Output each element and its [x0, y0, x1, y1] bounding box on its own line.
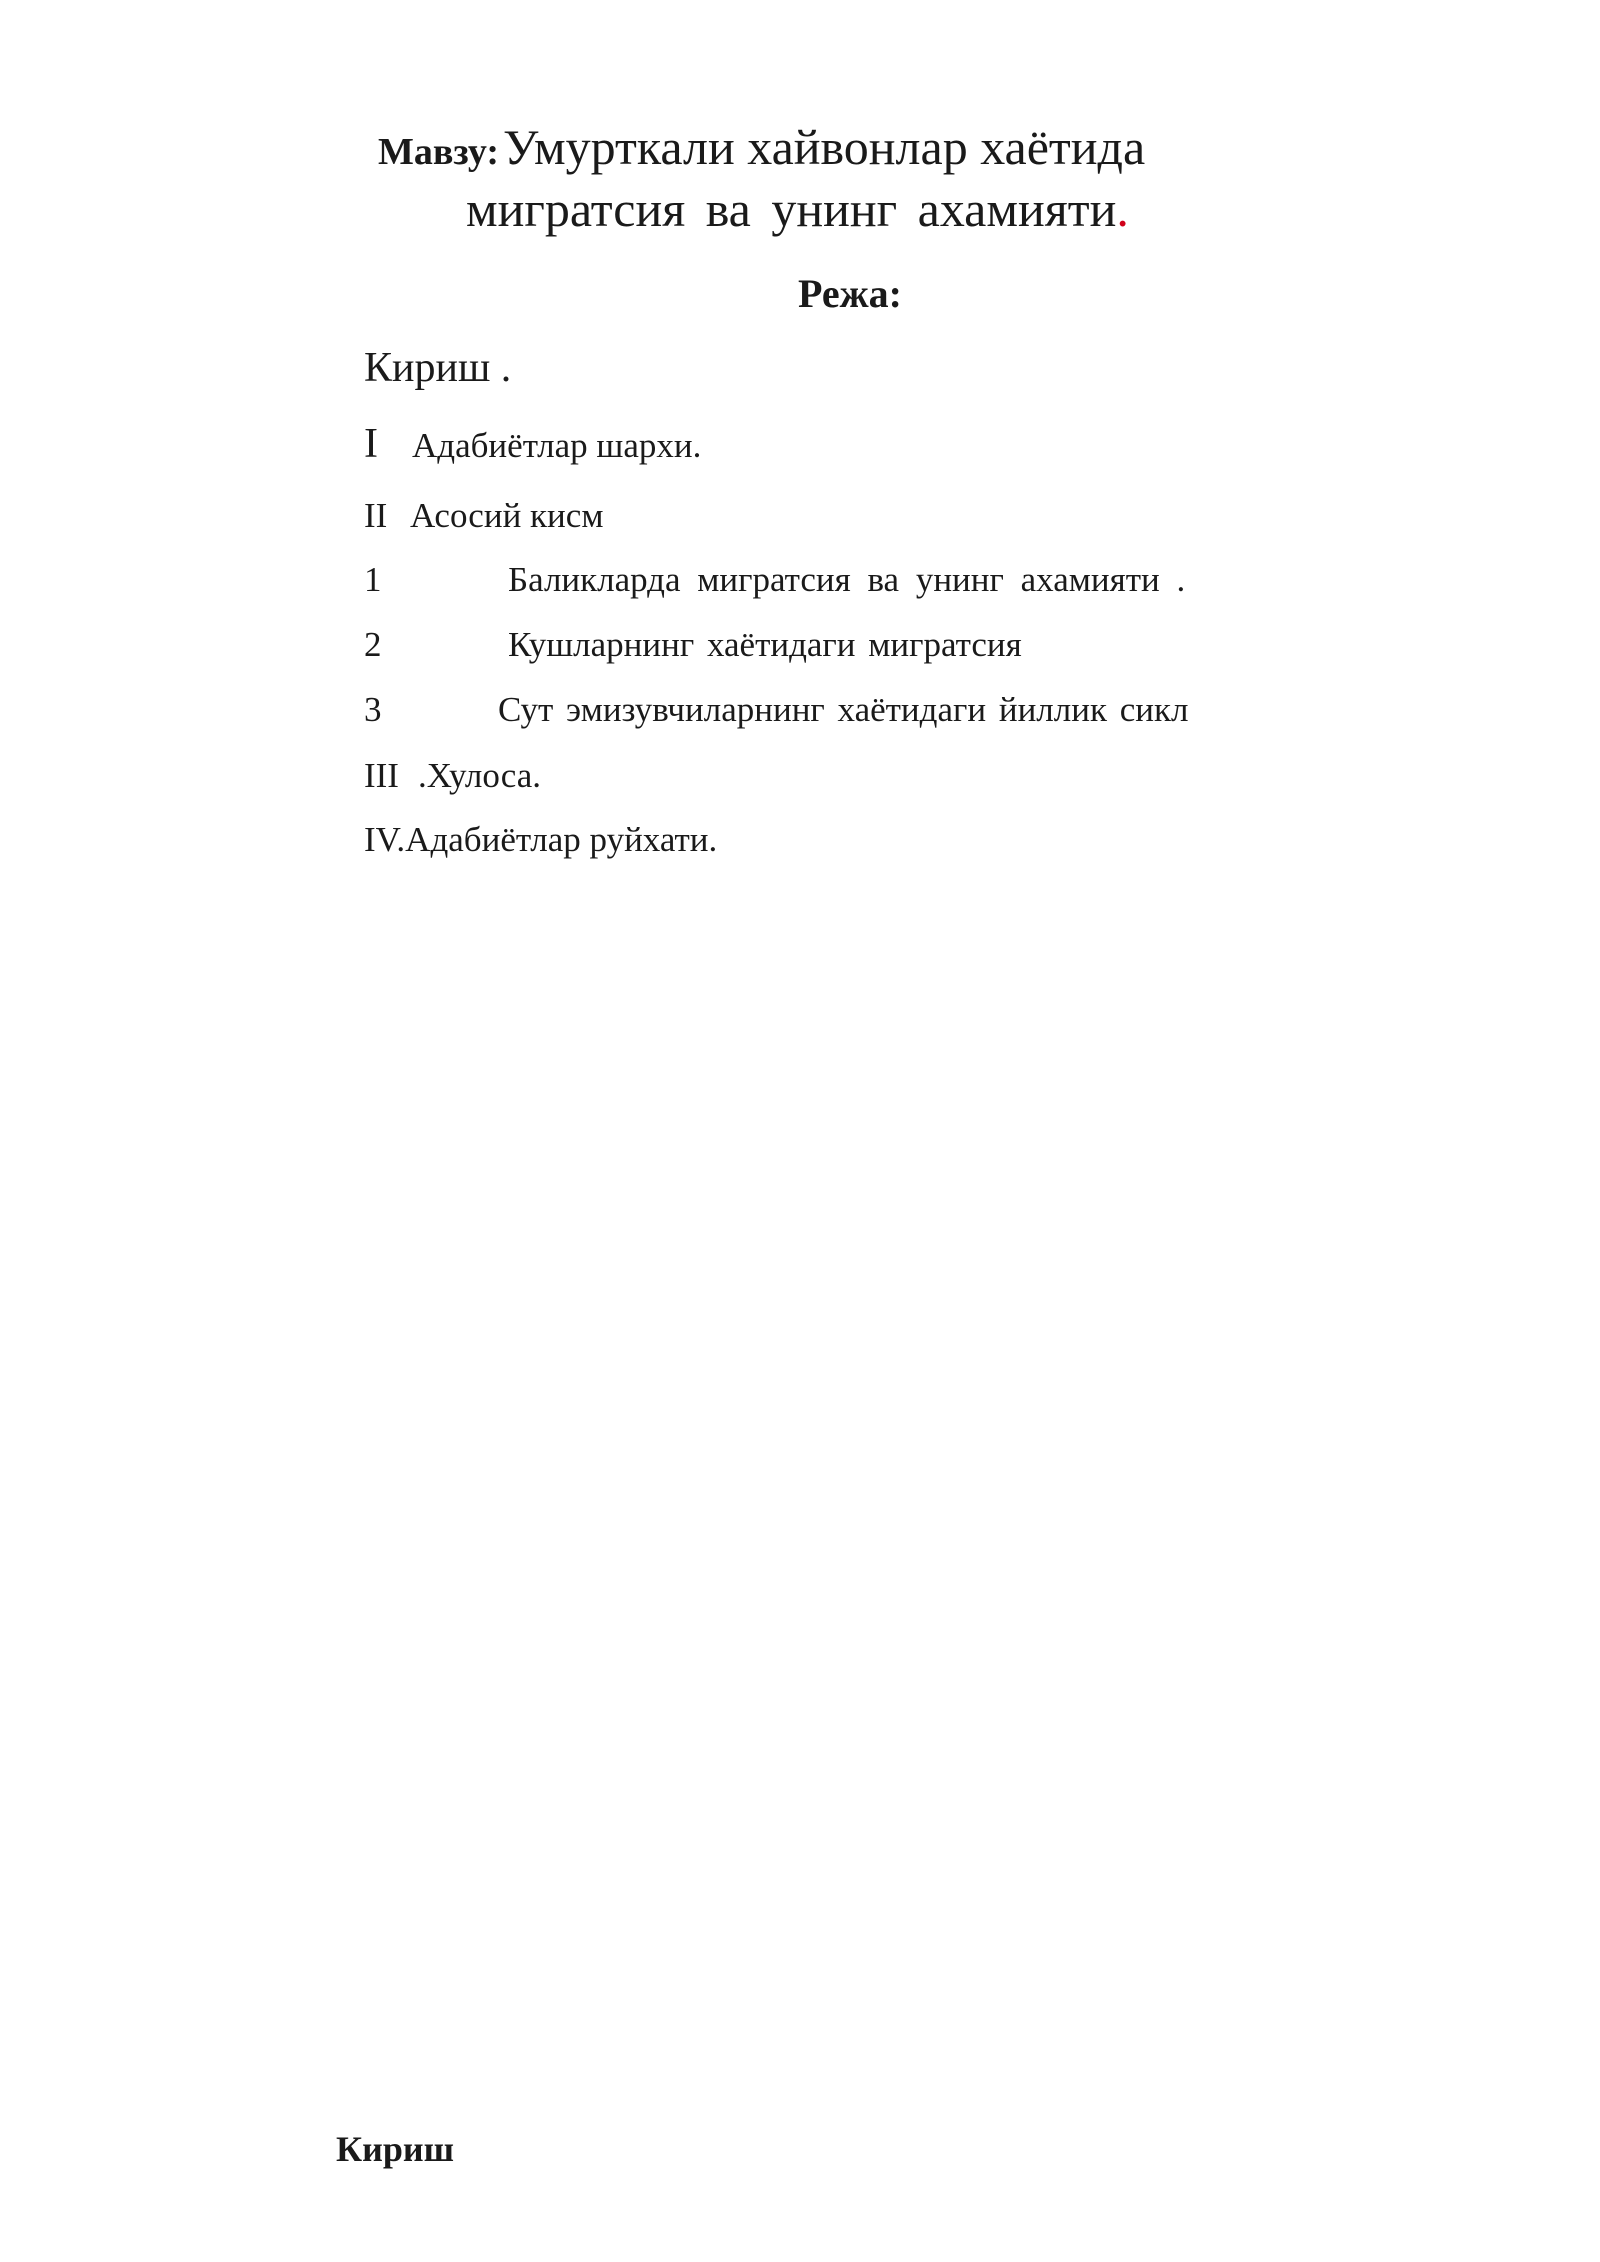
- plan-item-number: 1: [364, 560, 382, 599]
- plan-item-number: 2: [364, 625, 382, 664]
- topic-title-line2: мигратсия ва унинг ахамияти: [466, 181, 1117, 237]
- section-heading: Кириш: [336, 2129, 455, 2169]
- plan-item: [364, 560, 1185, 600]
- plan-item-text: .Хулоса.: [418, 756, 541, 795]
- plan-item: [364, 690, 1188, 730]
- plan-item: [364, 756, 541, 796]
- plan-item: [364, 496, 603, 536]
- plan-intro: Кириш .: [364, 345, 512, 391]
- plan-item: [364, 420, 701, 468]
- plan-item-text: Баликларда мигратсия ва унинг ахамияти .: [508, 560, 1186, 599]
- plan-heading: Режа:: [798, 271, 902, 316]
- topic-title-line1: Умурткали хайвонлар хаётида: [503, 119, 1146, 175]
- plan-item-text: Асосий кисм: [410, 496, 604, 535]
- topic-label: Мавзу:: [378, 131, 500, 173]
- plan-item-text: Сут эмизувчиларнинг хаётидаги йиллик сикл: [498, 690, 1189, 729]
- topic-title: [378, 118, 1145, 176]
- plan-item-number: I: [364, 421, 378, 467]
- plan-item-number: 3: [364, 690, 382, 729]
- plan-item-number: II: [364, 496, 388, 535]
- plan-item-number: III: [364, 756, 399, 795]
- topic-title-line2-wrap: [466, 180, 1129, 238]
- plan-item: [364, 625, 1022, 665]
- plan-item-text: Адабиётлар руйхати.: [405, 820, 718, 859]
- plan-item: [364, 820, 717, 860]
- plan-item-number: IV.: [364, 820, 406, 859]
- plan-item-text: Кушларнинг хаётидаги мигратсия: [508, 625, 1022, 664]
- plan-item-text: Адабиётлар шархи.: [412, 426, 702, 465]
- topic-title-end-mark: .: [1116, 181, 1129, 237]
